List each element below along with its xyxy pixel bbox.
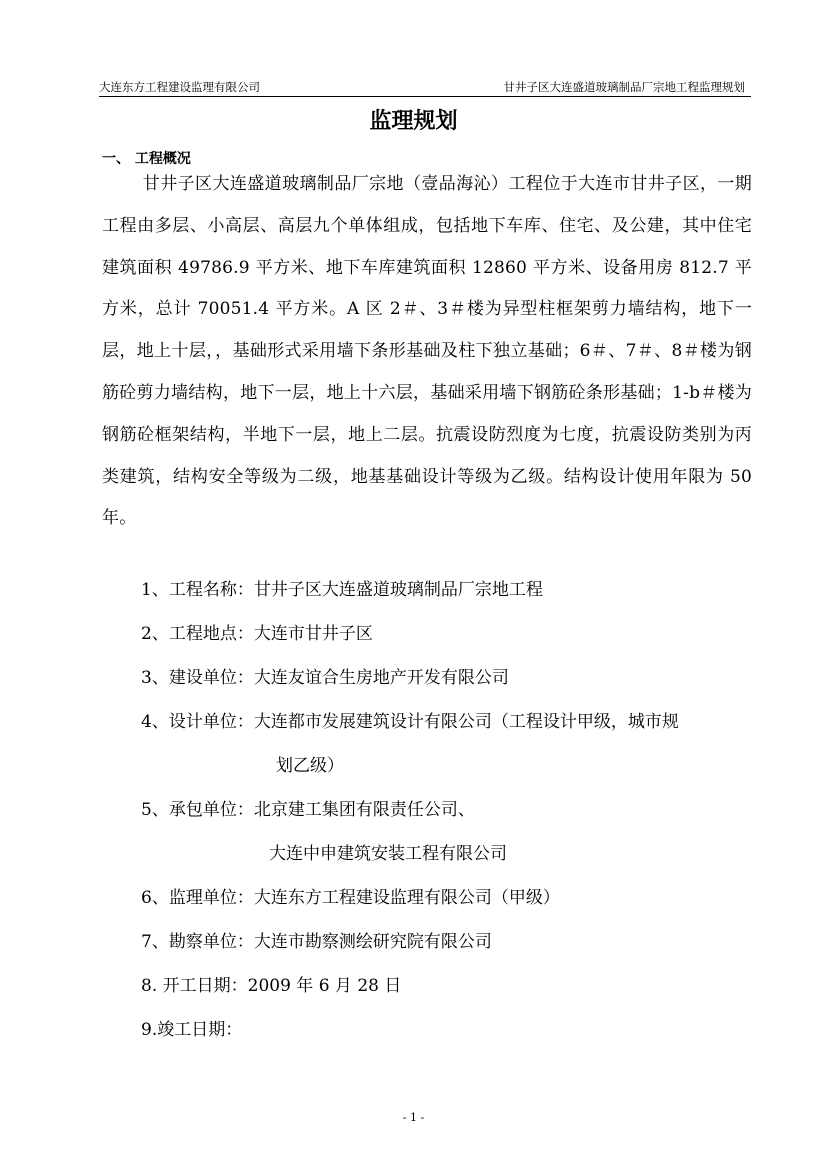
list-item-project-location: 2、工程地点：大连市甘井子区 <box>141 624 373 644</box>
list-item-contractor-continued: 大连中申建筑安装工程有限公司 <box>269 844 507 864</box>
list-item-supervision-unit: 6、监理单位：大连东方工程建设监理有限公司（甲级） <box>141 888 560 908</box>
project-overview-paragraph: 甘井子区大连盛道玻璃制品厂宗地（壹品海沁）工程位于大连市甘井子区，一期工程由多层、小高层、高层九个单体组成，包括地下车库、住宅、及公建，其中住宅建筑面积 49786.9 平方米、地下车库建筑面积 12860 平方米、设备用房 812.7 平方米，总计 70051.4 平方米。A 区 2＃、3＃楼为异型柱框架剪力墙结构，地下一层，地上十层，，基础形式采用墙下条形基础及柱下独立基础；6＃、7＃、8＃楼为钢筋砼剪力墙结构，地下一层，地上十六层，基础采用墙下钢筋砼条形基础；1-b＃楼为钢筋砼框架结构，半地下一层，地上二层。抗震设防烈度为七度，抗震设防类别为丙类建筑，结构安全等级为二级，地基基础设计等级为乙级。结构设计使用年限为 50 年。 <box>102 174 752 529</box>
list-item-design-unit: 4、设计单位：大连都市发展建筑设计有限公司（工程设计甲级，城市规 <box>141 712 679 732</box>
list-item-completion-date: 9.竣工日期： <box>141 1020 243 1040</box>
list-item-survey-unit: 7、勘察单位：大连市勘察测绘研究院有限公司 <box>141 932 492 952</box>
list-item-construction-unit: 3、建设单位：大连友谊合生房地产开发有限公司 <box>141 668 509 688</box>
list-item-design-unit-continued: 划乙级） <box>276 756 344 776</box>
header-company: 大连东方工程建设监理有限公司 <box>99 80 260 94</box>
section-heading: 一、 工程概况 <box>102 151 191 167</box>
list-item-start-date: 8. 开工日期：2009 年 6 月 28 日 <box>141 976 402 996</box>
list-item-project-name: 1、工程名称：甘井子区大连盛道玻璃制品厂宗地工程 <box>141 580 543 600</box>
page-number: - 1 - <box>402 1111 425 1124</box>
page-header <box>99 78 751 97</box>
list-item-contractor: 5、承包单位：北京建工集团有限责任公司、 <box>141 800 475 820</box>
document-title: 监理规划 <box>369 109 458 134</box>
header-project: 甘井子区大连盛道玻璃制品厂宗地工程监理规划 <box>503 80 745 94</box>
